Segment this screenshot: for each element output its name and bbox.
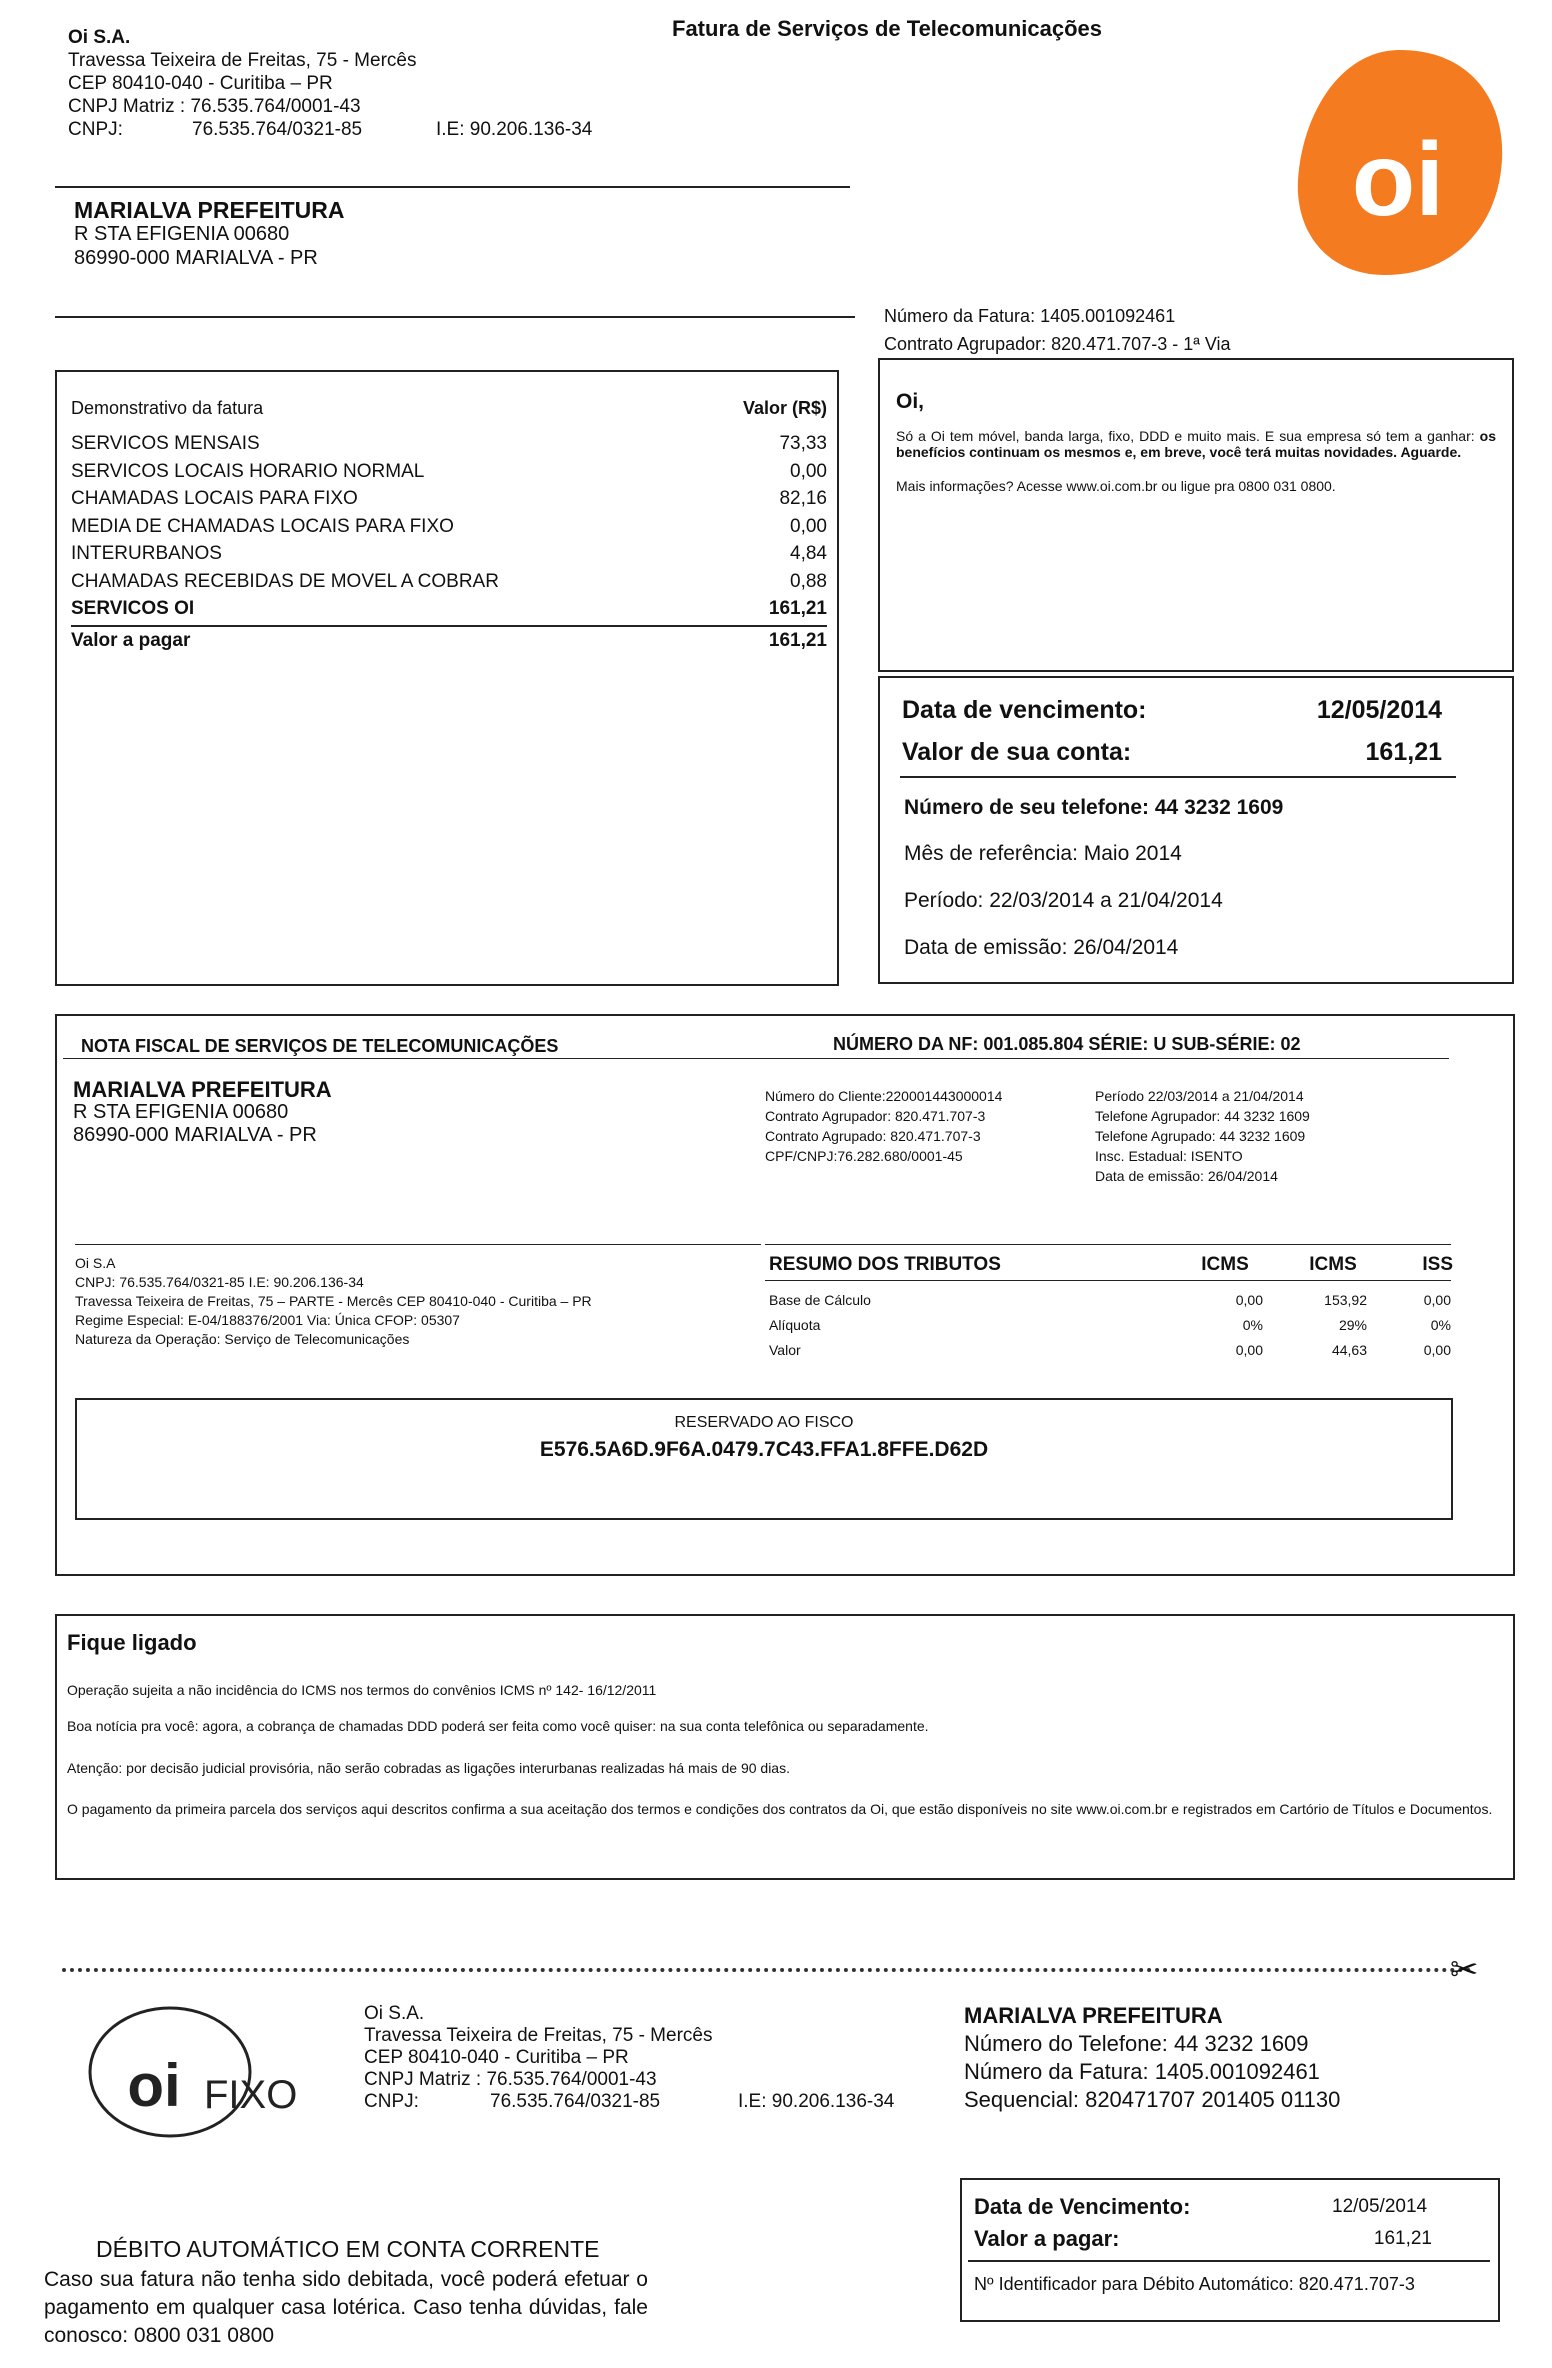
- tributos-row-label: Base de Cálculo: [769, 1292, 871, 1308]
- item-value: 73,33: [779, 433, 827, 454]
- issuer-cep: CEP 80410-040 - Curitiba – PR: [68, 73, 333, 94]
- amount-row: [902, 738, 1442, 767]
- stub-phone: Número do Telefone: 44 3232 1609: [964, 2031, 1309, 2056]
- stub-sequencial: Sequencial: 820471707 201405 01130: [964, 2087, 1341, 2112]
- stub-amount-label: Valor a pagar:: [974, 2226, 1120, 2251]
- nf-number: NÚMERO DA NF: 001.085.804 SÉRIE: U SUB-SÉRIE: 02: [833, 1034, 1301, 1054]
- fique-ligado-box: [55, 1614, 1515, 1880]
- item-label: INTERURBANOS: [71, 543, 222, 564]
- item-label: SERVICOS MENSAIS: [71, 433, 260, 454]
- issue-date: Data de emissão: 26/04/2014: [904, 936, 1179, 959]
- fique-ligado-p4: O pagamento da primeira parcela dos serviços aqui descritos confirma a sua aceitação dos termos e condições dos contratos da Oi, que estão disponíveis no site www.oi.com.br e registrados em Cartório de Títulos e Documentos.: [67, 1801, 1493, 1817]
- nota-fiscal-box: [55, 1014, 1515, 1576]
- tributos-header-divider: [765, 1280, 1451, 1281]
- stub-logo-oi: oi: [127, 2052, 181, 2119]
- nf-customer-city: 86990-000 MARIALVA - PR: [73, 1124, 317, 1146]
- tributos-cell: 0%: [1242, 1317, 1263, 1333]
- nf-title: NOTA FISCAL DE SERVIÇOS DE TELECOMUNICAÇÕES: [81, 1036, 559, 1056]
- tributos-header-icms-1: ICMS: [1201, 1254, 1249, 1275]
- stub-cep: CEP 80410-040 - Curitiba – PR: [364, 2047, 629, 2068]
- nf-customer-name: MARIALVA PREFEITURA: [73, 1077, 332, 1102]
- nf-issuer-divider: [75, 1244, 761, 1245]
- nf-contract-info: [765, 1086, 1002, 1166]
- nf-inscricao: Insc. Estadual: ISENTO: [1095, 1148, 1243, 1164]
- customer-city: 86990-000 MARIALVA - PR: [74, 247, 318, 269]
- customer-street: R STA EFIGENIA 00680: [74, 223, 290, 245]
- contract-number: Contrato Agrupador: 820.471.707-3 - 1ª Via: [884, 334, 1231, 354]
- tributos-title: RESUMO DOS TRIBUTOS: [769, 1254, 1001, 1275]
- nf-contract-agrupado: Contrato Agrupado: 820.471.707-3: [765, 1128, 981, 1144]
- fique-ligado-p1: Operação sujeita a não incidência do ICMS nos termos do convênios ICMS nº 142- 16/12/2011: [67, 1682, 657, 1698]
- item-value: 0,00: [790, 515, 827, 537]
- subtotal-label: SERVICOS OI: [71, 598, 195, 619]
- debito-text: Caso sua fatura não tenha sido debitada, você poderá efetuar o pagamento em qualquer casa lotérica. Caso tenha dúvidas, fale conosco: 0800 031 0800: [44, 2268, 648, 2347]
- nf-issue-date: Data de emissão: 26/04/2014: [1095, 1168, 1278, 1184]
- demonstrativo-row: [71, 458, 827, 486]
- message-line1: Só a Oi tem móvel, banda larga, fixo, DDD e muito mais. E sua empresa só tem a ganhar:: [896, 428, 1475, 444]
- stub-debit-identifier: Nº Identificador para Débito Automático: 820.471.707-3: [974, 2274, 1415, 2294]
- due-date-row: [902, 696, 1442, 725]
- tributos-row: [769, 1338, 1453, 1363]
- summary-box: [878, 676, 1514, 984]
- message-box: [878, 358, 1514, 672]
- nf-issuer-regime: Regime Especial: E-04/188376/2001 Via: Única CFOP: 05307: [75, 1312, 460, 1328]
- stub-address: Travessa Teixeira de Freitas, 75 - Mercês: [364, 2025, 713, 2046]
- fique-ligado-p3: Atenção: por decisão judicial provisória, não serão cobradas as ligações interurbanas realizadas há mais de 90 dias.: [67, 1760, 790, 1776]
- nf-issuer-natureza: Natureza da Operação: Serviço de Telecomunicações: [75, 1331, 410, 1347]
- demonstrativo-row: [71, 485, 827, 513]
- total-label: Valor a pagar: [71, 629, 191, 651]
- demonstrativo-row: [71, 540, 827, 568]
- fisco-label: RESERVADO AO FISCO: [674, 1414, 854, 1431]
- stub-cnpj-value: 76.535.764/0321-85: [490, 2091, 661, 2112]
- tributos-row: [769, 1313, 1453, 1338]
- scissors-icon: ✂: [1450, 1951, 1479, 1989]
- value-header: Valor (R$): [742, 398, 827, 418]
- demonstrativo-row: [71, 568, 827, 596]
- stub-amount-value: 161,21: [1373, 2228, 1432, 2249]
- nf-issuer: [75, 1254, 592, 1349]
- message-line2: Mais informações? Acesse www.oi.com.br ou ligue pra 0800 031 0800.: [896, 478, 1336, 494]
- tributos-cell: 0,00: [1423, 1292, 1451, 1308]
- subtotal-value: 161,21: [768, 598, 827, 619]
- item-label: CHAMADAS LOCAIS PARA FIXO: [71, 488, 358, 509]
- tributos-cell: 0,00: [1235, 1292, 1263, 1308]
- item-value: 0,88: [790, 570, 827, 592]
- due-date-value: 12/05/2014: [1316, 696, 1442, 724]
- tributos-cell: 0,00: [1423, 1342, 1451, 1358]
- invoice-number: Número da Fatura: 1405.001092461: [884, 306, 1176, 326]
- tributos-cell: 29%: [1338, 1317, 1367, 1333]
- demonstrativo-row: [71, 513, 827, 541]
- customer-divider: [55, 316, 855, 318]
- amount-value: 161,21: [1365, 738, 1442, 766]
- demonstrativo-box: [55, 370, 839, 986]
- demonstrativo-items: [71, 430, 827, 654]
- fique-ligado-title: Fique ligado: [67, 1630, 197, 1655]
- stub-due-label: Data de Vencimento:: [974, 2194, 1191, 2219]
- nf-cpf-cnpj: CPF/CNPJ:76.282.680/0001-45: [765, 1148, 963, 1164]
- stub-customer-name: MARIALVA PREFEITURA: [964, 2003, 1223, 2028]
- item-label: MEDIA DE CHAMADAS LOCAIS PARA FIXO: [71, 515, 454, 537]
- item-value: 82,16: [779, 488, 827, 509]
- stub-logo-fixo: FIXO: [204, 2073, 298, 2117]
- summary-divider: [900, 776, 1456, 778]
- nf-period-info: [1095, 1086, 1310, 1186]
- nf-customer: [73, 1078, 332, 1147]
- demonstrativo-total-row: [71, 627, 827, 655]
- stub-payment-divider: [968, 2260, 1490, 2262]
- tributos-row-label: Valor: [769, 1342, 801, 1358]
- issuer-name: Oi S.A.: [68, 27, 131, 48]
- stub-payment-box: [960, 2178, 1500, 2322]
- issuer-address: Travessa Teixeira de Freitas, 75 - Mercês: [68, 50, 417, 71]
- period: Período: 22/03/2014 a 21/04/2014: [904, 889, 1223, 912]
- stub-due-value: 12/05/2014: [1332, 2196, 1428, 2217]
- header-divider: [55, 186, 850, 188]
- nf-phone-agrupado: Telefone Agrupado: 44 3232 1609: [1095, 1128, 1306, 1144]
- nf-client-number: Número do Cliente:220001443000014: [765, 1088, 1003, 1104]
- message-line1-bold: os benefícios continuam os mesmos e, em breve, você terá muitas novidades. Aguarde.: [896, 428, 1496, 460]
- tributos-cell: 44,63: [1331, 1342, 1367, 1358]
- reference-month: Mês de referência: Maio 2014: [904, 842, 1182, 865]
- invoice-ids: [884, 302, 1231, 358]
- nf-title-divider: [63, 1058, 1449, 1059]
- message-greeting: Oi,: [896, 390, 925, 413]
- fisco-code: E576.5A6D.9F6A.0479.7C43.FFA1.8FFE.D62D: [539, 1438, 989, 1461]
- stub-company: Oi S.A.: [364, 2003, 425, 2024]
- stub-cnpj-label: CNPJ:: [364, 2091, 419, 2112]
- issuer-cnpj-matriz: CNPJ Matriz : 76.535.764/0001-43: [68, 96, 361, 117]
- total-value: 161,21: [768, 629, 827, 651]
- demonstrativo-subtotal-row: [71, 595, 827, 623]
- tributos-cell: 0,00: [1235, 1342, 1263, 1358]
- due-date-label: Data de vencimento:: [902, 696, 1147, 724]
- nf-customer-street: R STA EFIGENIA 00680: [73, 1101, 289, 1123]
- nf-issuer-name: Oi S.A: [75, 1255, 116, 1271]
- tributos-cell: 0%: [1430, 1317, 1451, 1333]
- amount-label: Valor de sua conta:: [902, 738, 1132, 766]
- nf-contract-agrupador: Contrato Agrupador: 820.471.707-3: [765, 1108, 986, 1124]
- tributos-row: [769, 1288, 1453, 1313]
- stub-invoice-number: Número da Fatura: 1405.001092461: [964, 2059, 1320, 2084]
- nf-phone-agrupador: Telefone Agrupador: 44 3232 1609: [1095, 1108, 1310, 1124]
- issuer-cnpj-label: CNPJ:: [68, 119, 123, 140]
- item-label: CHAMADAS RECEBIDAS DE MOVEL A COBRAR: [71, 570, 499, 592]
- oi-logo: [1290, 40, 1510, 280]
- item-value: 0,00: [790, 460, 827, 482]
- tributos-cell: 153,92: [1324, 1292, 1367, 1308]
- invoice-title: Fatura de Serviços de Telecomunicações: [672, 16, 1102, 41]
- tributos-row-label: Alíquota: [769, 1317, 821, 1333]
- oi-fixo-logo: [82, 2000, 362, 2140]
- item-value: 4,84: [790, 543, 827, 564]
- issuer-ie: I.E: 90.206.136-34: [436, 119, 593, 140]
- stub-issuer: [364, 2003, 894, 2113]
- oi-logo-text: oi: [1351, 122, 1445, 238]
- stub-ie: I.E: 90.206.136-34: [738, 2091, 895, 2112]
- stub-cnpj-matriz: CNPJ Matriz : 76.535.764/0001-43: [364, 2069, 657, 2090]
- nf-period: Período 22/03/2014 a 21/04/2014: [1095, 1088, 1304, 1104]
- customer-address-block: [74, 198, 344, 270]
- tributos-top-divider: [765, 1244, 1451, 1245]
- tributos-table: [769, 1288, 1453, 1363]
- issuer-cnpj-value: 76.535.764/0321-85: [192, 119, 363, 140]
- nf-issuer-cnpj: CNPJ: 76.535.764/0321-85 I.E: 90.206.136-34: [75, 1274, 364, 1290]
- debito-title: DÉBITO AUTOMÁTICO EM CONTA CORRENTE: [96, 2236, 600, 2262]
- fique-ligado-p2: Boa notícia pra você: agora, a cobrança de chamadas DDD poderá ser feita como você quiser: na sua conta telefônica ou separadamente.: [67, 1718, 929, 1734]
- issuer-header: [68, 26, 592, 141]
- stub-customer: [964, 2002, 1340, 2114]
- cut-line: [62, 1968, 1472, 1972]
- phone-number: Número de seu telefone: 44 3232 1609: [904, 796, 1284, 819]
- tributos-header-icms-2: ICMS: [1309, 1254, 1357, 1275]
- demonstrativo-row: [71, 430, 827, 458]
- item-label: SERVICOS LOCAIS HORARIO NORMAL: [71, 460, 425, 482]
- tributos-header-iss: ISS: [1422, 1254, 1453, 1275]
- fisco-box: [75, 1398, 1453, 1520]
- customer-name: MARIALVA PREFEITURA: [74, 197, 345, 223]
- message-body: [896, 428, 1496, 460]
- nf-issuer-address: Travessa Teixeira de Freitas, 75 – PARTE - Mercês CEP 80410-040 - Curitiba – PR: [75, 1293, 592, 1309]
- demonstrativo-title: Demonstrativo da fatura: [71, 398, 264, 418]
